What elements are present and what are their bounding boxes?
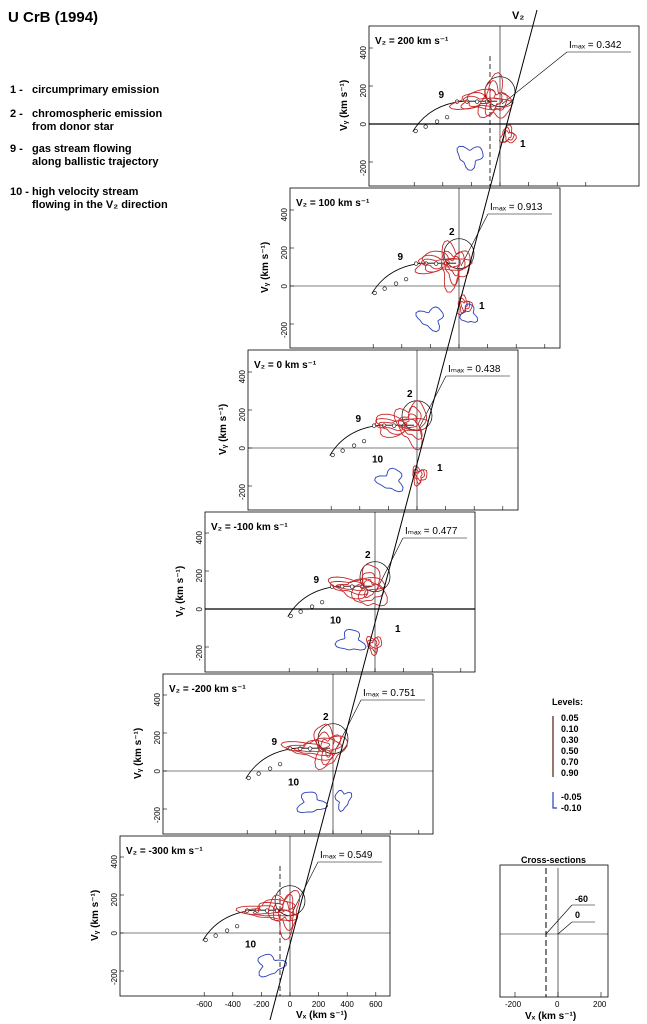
trajectory-marker [310, 605, 314, 609]
panel-5 [133, 674, 433, 834]
y-axis-label: Vᵧ (km s⁻¹) [90, 889, 101, 941]
y-tick-label: -200 [195, 645, 204, 662]
level-value-negative: -0.05 [561, 792, 582, 802]
cross-sections-frame [500, 865, 608, 997]
legend-text: high velocity stream [32, 186, 139, 198]
vz-value-label: V₂ = -200 km s⁻¹ [169, 684, 246, 695]
level-value-negative: -0.10 [561, 803, 582, 813]
feature-label-9: 9 [438, 90, 445, 102]
imax-label: Iₘₐₓ = 0.438 [448, 364, 501, 375]
feature-label-1: 1 [395, 624, 401, 636]
feature-label-2: 2 [449, 227, 455, 239]
y-tick-label: 200 [238, 408, 247, 422]
trajectory-marker [383, 287, 387, 291]
y-tick-label: 200 [153, 731, 162, 745]
x-tick-label: -600 [196, 1000, 213, 1009]
y-tick-label: -200 [280, 322, 289, 339]
feature-label-1: 1 [437, 463, 443, 475]
trajectory-marker [278, 762, 282, 766]
x-tick-label: 0 [287, 1000, 293, 1009]
feature-label-9: 9 [397, 252, 404, 264]
cross-sections-title: Cross-sections [521, 855, 587, 865]
trajectory-marker [414, 262, 418, 266]
legend-number: 9 - [10, 143, 23, 155]
y-tick-label: 200 [195, 569, 204, 583]
feature-label-2: 2 [365, 550, 371, 562]
y-axis-label: Vᵧ (km s⁻¹) [175, 565, 186, 617]
level-value: 0.05 [561, 713, 579, 723]
trajectory-marker [320, 600, 324, 604]
y-tick-label: 400 [195, 531, 204, 545]
y-tick-label: 400 [280, 208, 289, 222]
trajectory-marker [225, 929, 229, 933]
feature-label-1: 1 [520, 139, 526, 151]
trajectory-marker [392, 424, 396, 428]
figure-title: U CrB (1994) [8, 9, 99, 26]
level-value: 0.70 [561, 757, 579, 767]
x-tick-label: 400 [340, 1000, 354, 1009]
panel-4 [175, 512, 475, 672]
legend-text: circumprimary emission [32, 84, 160, 96]
feature-label-10: 10 [330, 615, 342, 627]
y-tick-label: 0 [110, 931, 119, 936]
feature-label-2: 2 [407, 389, 413, 401]
x-tick-label: -200 [253, 1000, 270, 1009]
vz-value-label: V₂ = -300 km s⁻¹ [126, 846, 203, 857]
y-tick-label: -200 [359, 160, 368, 177]
level-value: 0.50 [561, 746, 579, 756]
imax-label: Iₘₐₓ = 0.549 [320, 850, 373, 861]
level-value: 0.90 [561, 768, 579, 778]
vz-value-label: V₂ = -100 km s⁻¹ [211, 522, 288, 533]
legend-text: from donor star [32, 121, 114, 133]
trajectory-marker [414, 129, 418, 133]
feature-label-10: 10 [288, 777, 300, 789]
x-tick-label: 200 [311, 1000, 326, 1009]
x-tick-label: 600 [369, 1000, 383, 1009]
y-tick-label: 0 [359, 122, 368, 127]
feature-label-10: 10 [245, 939, 257, 951]
panel-3 [218, 350, 518, 510]
trajectory-marker [235, 924, 239, 928]
trajectory-marker [435, 120, 439, 124]
feature-label-9: 9 [355, 414, 362, 426]
panel-6 [90, 836, 390, 1009]
trajectory-marker [247, 776, 251, 780]
cross-section-label: 0 [575, 910, 581, 920]
trajectory-marker [268, 767, 272, 771]
trajectory-marker [308, 747, 312, 751]
levels-title: Levels: [552, 697, 584, 707]
x-axis-label: Vₓ (km s⁻¹) [296, 1010, 348, 1021]
legend-text: gas stream flowing [32, 143, 132, 155]
y-tick-label: -200 [153, 807, 162, 824]
y-tick-label: 0 [153, 769, 162, 774]
feature-label-9: 9 [313, 575, 320, 587]
cross-section-xlabel: Vₓ (km s⁻¹) [525, 1011, 577, 1022]
levels-key [553, 716, 557, 808]
y-axis-label: Vᵧ (km s⁻¹) [133, 727, 144, 779]
trajectory-marker [394, 282, 398, 286]
x-tick-label: -400 [224, 1000, 241, 1009]
cross-sections-key [500, 865, 608, 1022]
legend-number: 10 - [10, 186, 29, 198]
trajectory-marker [341, 449, 345, 453]
vz-value-label: V₂ = 100 km s⁻¹ [296, 198, 370, 209]
cross-section-label: -60 [575, 894, 589, 904]
trajectory-marker [289, 614, 293, 618]
trajectory-marker [424, 125, 428, 129]
y-tick-label: 200 [280, 246, 289, 260]
y-tick-label: 0 [238, 446, 247, 451]
y-axis-label: Vᵧ (km s⁻¹) [218, 403, 229, 455]
negative-level-swatch [553, 792, 557, 808]
y-axis-label: Vᵧ (km s⁻¹) [260, 241, 271, 293]
legend-text: flowing in the V₂ direction [32, 199, 168, 211]
feature-label-9: 9 [271, 737, 278, 749]
legend-number: 2 - [10, 108, 23, 120]
imax-label: Iₘₐₓ = 0.477 [405, 526, 458, 537]
trajectory-marker [299, 610, 303, 614]
y-tick-label: 400 [359, 46, 368, 60]
panel-2 [260, 188, 560, 348]
y-axis-label: Vᵧ (km s⁻¹) [339, 79, 350, 131]
trajectory-marker [352, 444, 356, 448]
y-tick-label: 200 [359, 84, 368, 98]
vz-axis-label: V₂ [512, 10, 525, 22]
trajectory-marker [257, 772, 261, 776]
y-tick-label: 400 [238, 370, 247, 384]
trajectory-marker [214, 934, 218, 938]
trajectory-marker [445, 115, 449, 119]
y-tick-label: 400 [110, 855, 119, 869]
vz-value-label: V₂ = 200 km s⁻¹ [375, 36, 449, 47]
trajectory-marker [434, 262, 438, 266]
y-tick-label: 400 [153, 693, 162, 707]
trajectory-marker [404, 277, 408, 281]
trajectory-marker [204, 938, 208, 942]
feature-label-2: 2 [323, 712, 329, 724]
legend-text: chromospheric emission [32, 108, 163, 120]
cross-section-tick: 200 [593, 1000, 607, 1009]
imax-label: Iₘₐₓ = 0.342 [569, 40, 622, 51]
legend-number: 1 - [10, 84, 23, 96]
trajectory-marker [373, 291, 377, 295]
vz-value-label: V₂ = 0 km s⁻¹ [254, 360, 317, 371]
y-tick-label: -200 [110, 969, 119, 986]
y-tick-label: 0 [195, 607, 204, 612]
cross-section-tick: -200 [505, 1000, 522, 1009]
trajectory-marker [331, 453, 335, 457]
imax-label: Iₘₐₓ = 0.913 [490, 202, 543, 213]
cross-section-tick: 0 [555, 1000, 560, 1009]
trajectory-marker [475, 100, 479, 104]
y-tick-label: 200 [110, 893, 119, 907]
trajectory-marker [362, 439, 366, 443]
feature-label-10: 10 [372, 454, 384, 466]
level-value: 0.10 [561, 724, 579, 734]
level-value: 0.30 [561, 735, 579, 745]
feature-label-1: 1 [479, 301, 485, 313]
legend-text: along ballistic trajectory [32, 156, 159, 168]
y-tick-label: 0 [280, 284, 289, 289]
imax-label: Iₘₐₓ = 0.751 [363, 688, 416, 699]
y-tick-label: -200 [238, 484, 247, 501]
panel-1 [339, 26, 639, 186]
